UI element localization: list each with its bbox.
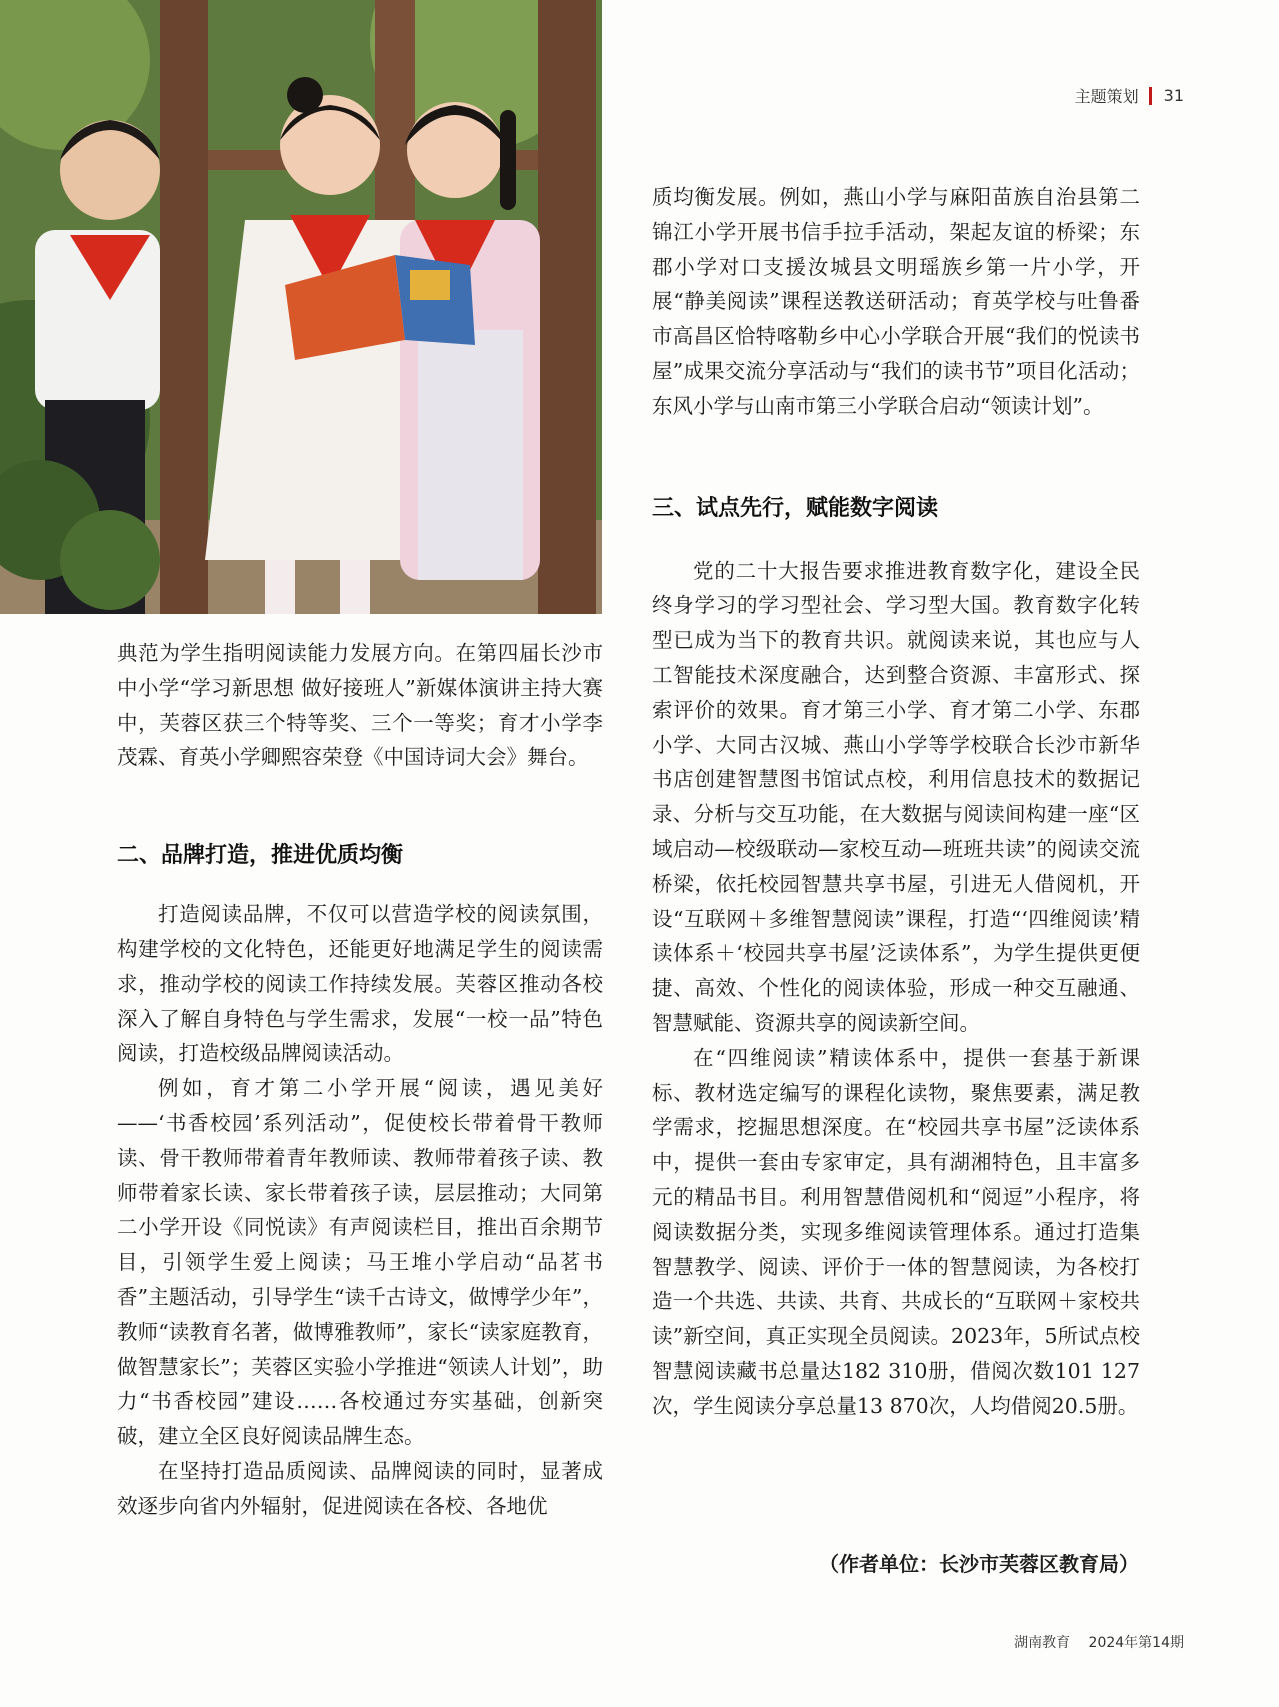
page-number: 31 [1163, 86, 1184, 105]
issue-label: 2024年第14期 [1088, 1635, 1184, 1651]
right-column [652, 180, 1140, 1424]
author-affiliation: （作者单位：长沙市芙蓉区教育局） [819, 1552, 1139, 1576]
section-heading-2: 二、品牌打造，推进优质均衡 [117, 843, 404, 869]
page-footer [1014, 1632, 1184, 1652]
body-paragraph: 打造阅读品牌，不仅可以营造学校的阅读氛围，构建学校的文化特色，还能更好地满足学生的阅读需求，推动学校的阅读工作持续发展。芙蓉区推动各校深入了解自身特色与学生需求，发展“一校一品”特色阅读，打造校级品牌阅读活动。 [117, 902, 603, 1066]
header-divider [1149, 87, 1152, 105]
article-photo-children-reading [0, 0, 602, 614]
continued-paragraph: 质均衡发展。例如，燕山小学与麻阳苗族自治县第二锦江小学开展书信手拉手活动，架起友谊的桥梁；东郡小学对口支援汝城县文明瑶族乡第一片小学，开展“静美阅读”课程送教送研活动；育英学校与吐鲁番市高昌区恰特喀勒乡中心小学联合开展“我们的悦读书屋”成果交流分享活动与“我们的读书节”项目化活动；东风小学与山南市第三小学联合启动“领读计划”。 [652, 185, 1140, 418]
photo-illustration [0, 0, 602, 614]
left-column [117, 636, 603, 1524]
section-heading-3: 三、试点先行，赋能数字阅读 [652, 495, 939, 521]
section-title: 主题策划 [1074, 87, 1139, 106]
magazine-name: 湖南教育 [1014, 1635, 1071, 1651]
body-paragraph: 在坚持打造品质阅读、品牌阅读的同时，显著成效逐步向省内外辐射，促进阅读在各校、各地优 [117, 1458, 603, 1518]
body-paragraph: 在“四维阅读”精读体系中，提供一套基于新课标、教材选定编写的课程化读物，聚焦要素，满足教学需求，挖掘思想深度。在“校园共享书屋”泛读体系中，提供一套由专家审定，具有湖湘特色，且丰富多元的精品书目。利用智慧借阅机和“阅逗”小程序，将阅读数据分类，实现多维阅读管理体系。通过打造集智慧教学、阅读、评价于一体的智慧阅读，为各校打造一个共选、共读、共育、共成长的“互联网＋家校共读”新空间，真正实现全员阅读。2023年，5所试点校智慧阅读藏书总量达182 310册，借阅次数101 127次，学生阅读分享总量13 870次，人均借阅20.5册。 [652, 1045, 1140, 1418]
body-paragraph: 党的二十大报告要求推进教育数字化，建设全民终身学习的学习型社会、学习型大国。教育数字化转型已成为当下的教育共识。就阅读来说，其也应与人工智能技术深度融合，达到整合资源、丰富形式、探索评价的效果。育才第三小学、育才第二小学、东郡小学、大同古汉城、燕山小学等学校联合长沙市新华书店创建智慧图书馆试点校，利用信息技术的数据记录、分析与交互功能，在大数据与阅读间构建一座“区域启动—校级联动—家校互动—班班共读”的阅读交流桥梁，依托校园智慧共享书屋，引进无人借阅机，开设“互联网＋多维智慧阅读”课程，打造“‘四维阅读’精读体系＋‘校园共享书屋’泛读体系”，为学生提供更便捷、高效、个性化的阅读体验，形成一种交互融通、智慧赋能、资源共享的阅读新空间。 [652, 558, 1140, 1035]
continued-paragraph: 典范为学生指明阅读能力发展方向。在第四届长沙市中小学“学习新思想 做好接班人”新媒体演讲主持大赛中，芙蓉区获三个特等奖、三个一等奖；育才小学李茂霖、育英小学卿熙容荣登《中国诗词大会》舞台。 [117, 641, 603, 770]
page-header [1075, 84, 1184, 107]
body-paragraph: 例如，育才第二小学开展“阅读，遇见美好——‘书香校园’系列活动”，促使校长带着骨干教师读、骨干教师带着青年教师读、教师带着孩子读、教师带着家长读、家长带着孩子读，层层推动；大同第二小学开设《同悦读》有声阅读栏目，推出百余期节目，引领学生爱上阅读；马王堆小学启动“品茗书香”主题活动，引导学生“读千古诗文，做博学少年”，教师“读教育名著，做博雅教师”，家长“读家庭教育，做智慧家长”；芙蓉区实验小学推进“领读人计划”，助力“书香校园”建设……各校通过夯实基础，创新突破，建立全区良好阅读品牌生态。 [117, 1076, 603, 1449]
